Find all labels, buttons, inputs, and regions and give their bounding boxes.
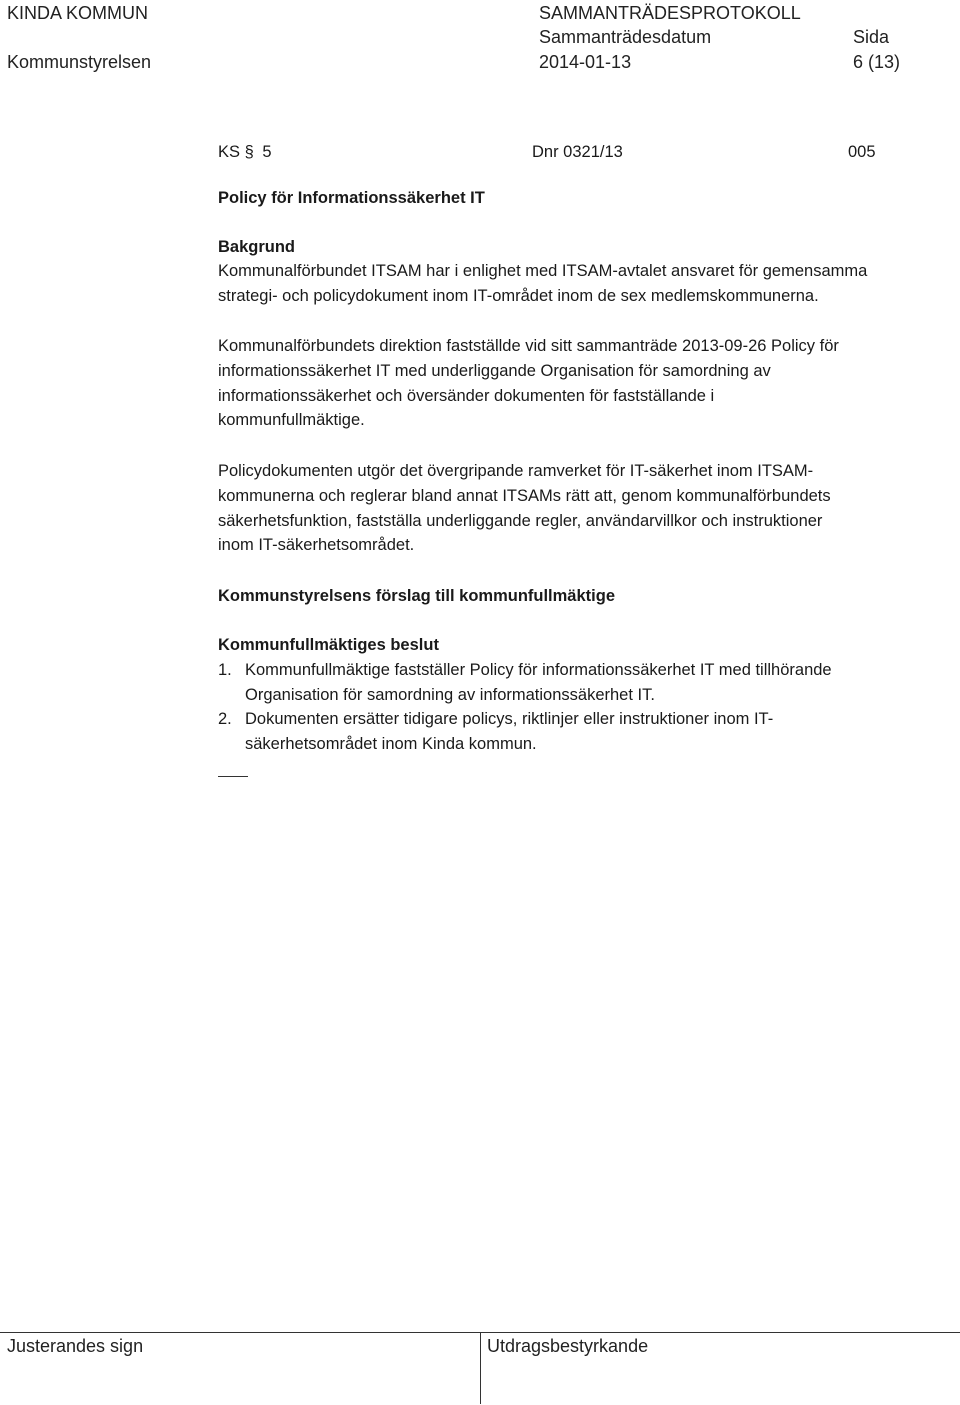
- case-id: [218, 140, 272, 165]
- paragraph-line: inom IT-säkerhetsområdet.: [218, 536, 415, 555]
- decision-item-text: [245, 658, 832, 708]
- signature-right-label: Utdragsbestyrkande: [487, 1336, 649, 1356]
- section-sign: §: [244, 143, 254, 161]
- paragraph-line: Kommunalförbundet ITSAM har i enlighet med ITSAM-avtalet ansvaret för gemensamma: [218, 262, 868, 280]
- decision-item-number: 1.: [218, 661, 232, 679]
- paragraph-line: Policydokumenten utgör det övergripande ramverket för IT-säkerhet inom ITSAM-: [218, 462, 814, 480]
- body-name: Kommunstyrelsen: [7, 52, 152, 72]
- org-name: KINDA KOMMUN: [7, 3, 149, 23]
- decision-line: Organisation för samordning av informationssäkerhet IT.: [245, 685, 655, 704]
- decision-heading: Kommunfullmäktiges beslut: [218, 636, 439, 654]
- paragraph-line: informationssäkerhet IT med underliggande Organisation för samordning av: [218, 361, 771, 380]
- decision-line: Dokumenten ersätter tidigare policys, riktlinjer eller instruktioner inom IT-: [245, 710, 774, 728]
- decision-line: Kommunfullmäktige fastställer Policy för informationssäkerhet IT med tillhörande: [245, 661, 832, 679]
- case-dnr: Dnr 0321/13: [532, 143, 623, 161]
- end-rule: [218, 776, 248, 777]
- case-prefix: KS: [218, 143, 241, 161]
- decision-line: säkerhetsområdet inom Kinda kommun.: [245, 734, 537, 753]
- decision-item-text: [245, 707, 773, 757]
- background-paragraph-3: [218, 459, 958, 558]
- paragraph-line: kommunfullmäktige.: [218, 411, 365, 430]
- paragraph-line: säkerhetsfunktion, fastställa underliggande regler, användarvillkor och instruktioner: [218, 511, 823, 530]
- proposal-heading: Kommunstyrelsens förslag till kommunfullmäktige: [218, 587, 615, 605]
- paragraph-line: informationssäkerhet och översänder dokumenten för fastställande i: [218, 386, 715, 405]
- case-title: Policy för Informationssäkerhet IT: [218, 189, 485, 207]
- signature-divider: [480, 1332, 481, 1404]
- doc-type: SAMMANTRÄDESPROTOKOLL: [539, 3, 801, 23]
- paragraph-line: Kommunalförbundets direktion fastställde vid sitt sammanträde 2013-09-26 Policy för: [218, 337, 839, 355]
- background-paragraph-1: [218, 259, 958, 309]
- page-number: 6 (13): [853, 52, 901, 72]
- background-heading: Bakgrund: [218, 238, 296, 256]
- case-code: 005: [848, 143, 876, 161]
- decision-item-number: 2.: [218, 710, 232, 728]
- meeting-date: 2014-01-13: [539, 52, 632, 72]
- case-number: 5: [262, 143, 272, 161]
- paragraph-line: kommunerna och reglerar bland annat ITSAMs rätt att, genom kommunalförbundets: [218, 486, 831, 505]
- paragraph-line: strategi- och policydokument inom IT-området inom de sex medlemskommunerna.: [218, 286, 819, 305]
- page-label: Sida: [853, 27, 890, 47]
- date-label: Sammanträdesdatum: [539, 27, 712, 47]
- background-paragraph-2: [218, 334, 958, 433]
- signature-left-label: Justerandes sign: [7, 1336, 144, 1356]
